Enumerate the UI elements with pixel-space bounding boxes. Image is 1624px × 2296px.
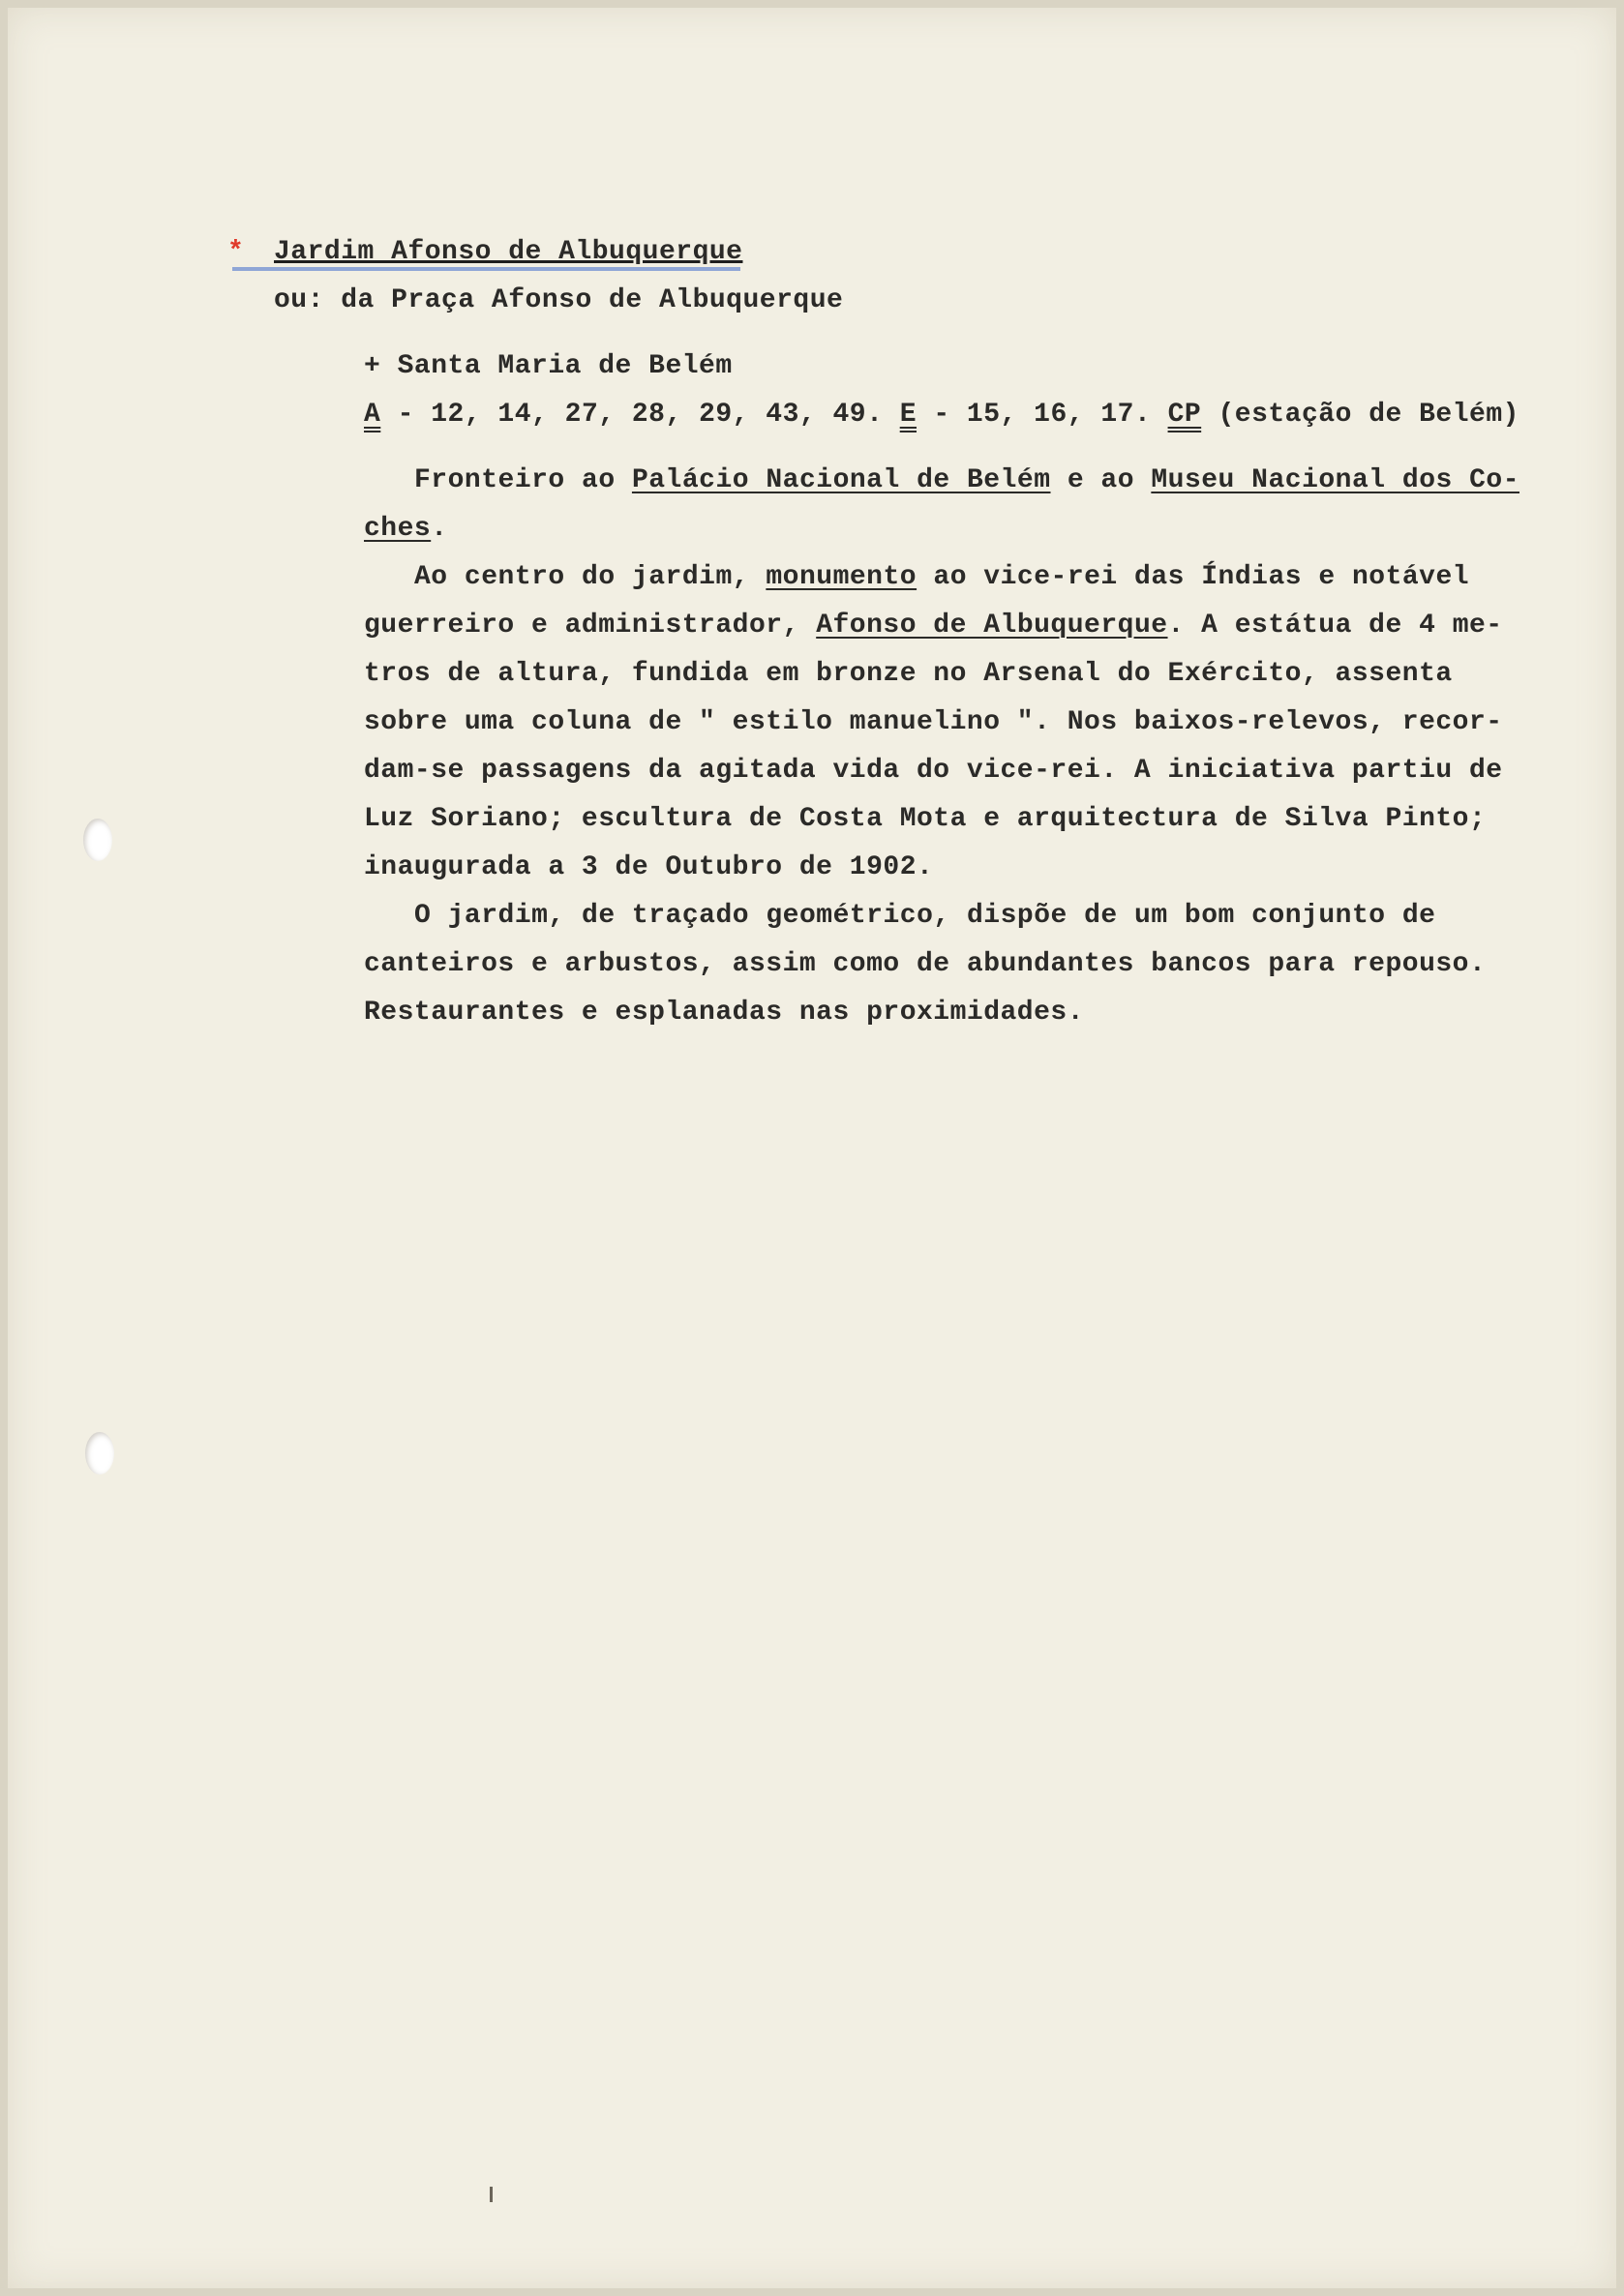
underlined-text: ches [364, 514, 432, 544]
transport-label-a: A [364, 400, 381, 430]
underlined-text: monumento [766, 562, 917, 592]
punch-hole-upper [83, 819, 112, 861]
paragraph-2-line-4: sobre uma coluna de " estilo manuelino ". Nos baixos-relevos, recor- [364, 707, 1503, 737]
paragraph-2-line-1 [230, 553, 1585, 602]
typed-document [227, 228, 1585, 1037]
text-span: e ao [1050, 465, 1152, 495]
paragraph-2-line-2 [230, 602, 1585, 650]
transport-line [230, 391, 1585, 439]
alternate-name: ou: da Praça Afonso de Albuquerque [274, 285, 844, 315]
paragraph-3-line-1: O jardim, de traçado geométrico, dispõe de um bom conjunto de [414, 901, 1436, 931]
underlined-text: Museu Nacional dos Co- [1151, 465, 1520, 495]
text-span: Ao centro do jardim, [414, 562, 767, 592]
text-span: Fronteiro ao [414, 465, 632, 495]
text-span: . A estátua de 4 me- [1167, 611, 1503, 641]
paragraph-1-line-1 [230, 457, 1585, 505]
pencil-mark [490, 2187, 493, 2202]
paragraph-1-line-2 [230, 505, 1585, 553]
text-span: ao vice-rei das Índias e notável [917, 562, 1470, 592]
paragraph-2-line-6: Luz Soriano; escultura de Costa Mota e arquitectura de Silva Pinto; [364, 804, 1487, 834]
parish-line: + Santa Maria de Belém [364, 351, 733, 381]
text-span: . [431, 514, 448, 544]
paragraph-2-line-3: tros de altura, fundida em bronze no Arsenal do Exército, assenta [364, 659, 1453, 689]
document-title: Jardim Afonso de Albuquerque [230, 237, 742, 267]
paragraph-3-line-3: Restaurantes e esplanadas nas proximidades. [364, 998, 1085, 1028]
underlined-text: Palácio Nacional de Belém [631, 465, 1051, 495]
paragraph-2-line-5: dam-se passagens da agitada vida do vice-rei. A iniciativa partiu de [364, 756, 1503, 786]
underlined-text: Afonso de Albuquerque [816, 611, 1168, 641]
title-line [227, 228, 1585, 277]
transport-label-e: E [899, 400, 917, 430]
transport-routes-e: - 15, 16, 17. [917, 400, 1168, 430]
transport-label-cp: CP [1167, 400, 1202, 430]
paragraph-2-line-7: inaugurada a 3 de Outubro de 1902. [364, 852, 934, 882]
paper-sheet [8, 8, 1616, 2288]
asterisk-icon: * [227, 237, 245, 267]
paragraph-3-line-2: canteiros e arbustos, assim como de abundantes bancos para repouso. [364, 949, 1487, 979]
transport-routes-a: - 12, 14, 27, 28, 29, 43, 49. [380, 400, 900, 430]
transport-note-cp: (estação de Belém) [1201, 400, 1519, 430]
punch-hole-lower [85, 1432, 114, 1475]
text-span: guerreiro e administrador, [364, 611, 817, 641]
